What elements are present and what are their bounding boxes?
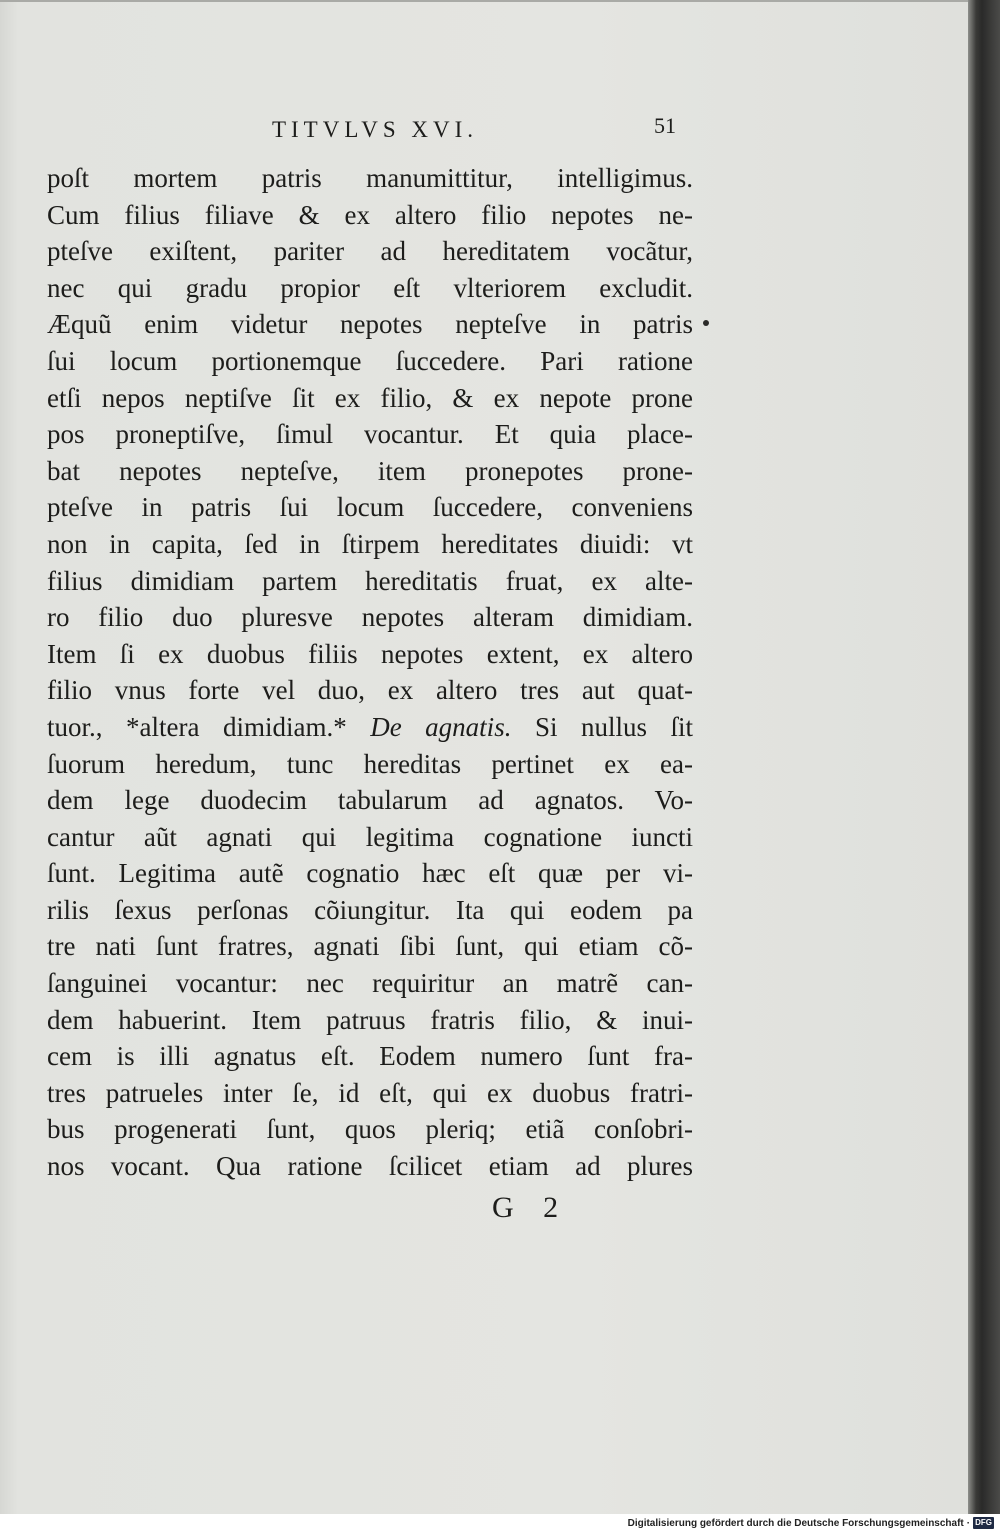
signature-mark: G 2: [492, 1191, 559, 1224]
text-line: pteſve exiſtent, pariter ad hereditatem vocãtur,: [47, 236, 693, 267]
text-line: pos proneptiſve, ſimul vocantur. Et quia place-: [47, 419, 693, 450]
text-line: filius dimidiam partem hereditatis fruat, ex alte-: [47, 565, 693, 596]
text-line: rilis ſexus perſonas cõiungitur. Ita qui eodem pa: [47, 894, 693, 925]
text-line: Cum filius filiave & ex altero filio nepotes ne-: [47, 199, 693, 230]
text-line: tres patrueles inter ſe, id eſt, qui ex duobus fratri-: [47, 1077, 693, 1108]
text-line: ro filio duo pluresve nepotes alteram dimidiam.: [47, 602, 693, 633]
digitization-credit: Digitalisierung gefördert durch die Deutsche Forschungsgemeinschaft: [627, 1517, 964, 1529]
footer-separator: ·: [966, 1517, 971, 1529]
text-line: nos vocant. Qua ratione ſcilicet etiam ad plures: [47, 1151, 693, 1182]
section-heading: De agnatis.: [370, 711, 512, 742]
text-line: non in capita, ſed in ſtirpem hereditates diuidi: vt: [47, 528, 693, 559]
text-line: ſanguinei vocantur: nec requiritur an matrẽ can-: [47, 968, 693, 999]
text-segment: tuor., *altera dimidiam.*: [47, 711, 371, 742]
text-line: dem lege duodecim tabularum ad agnatos. Vo-: [47, 785, 693, 816]
text-line: pteſve in patris ſui locum ſuccedere, conveniens: [47, 492, 693, 523]
text-line: tre nati ſunt fratres, agnati ſibi ſunt, qui etiam cõ-: [47, 931, 693, 962]
text-line: Item ſi ex duobus filiis nepotes extent, ex altero: [47, 638, 693, 669]
scan-edge: [968, 0, 1000, 1514]
margin-mark: [703, 320, 709, 326]
text-line: etſi nepos neptiſve ſit ex filio, & ex nepote prone: [47, 382, 693, 413]
text-line: Æquũ enim videtur nepotes nepteſve in patris: [47, 309, 693, 340]
text-line-with-heading: [47, 709, 693, 746]
text-line: bat nepotes nepteſve, item pronepotes prone-: [47, 455, 693, 486]
text-line: dem habuerint. Item patruus fratris filio, & inui-: [47, 1004, 693, 1035]
text-line: ſui locum portionemque ſuccedere. Pari ratione: [47, 345, 693, 376]
text-line: ſunt. Legitima autẽ cognatio hæc eſt quæ per vi-: [47, 858, 693, 889]
text-line: cem is illi agnatus eſt. Eodem numero ſunt fra-: [47, 1041, 693, 1072]
dfg-logo: DFG: [975, 1518, 992, 1527]
text-line: filio vnus forte vel duo, ex altero tres aut quat-: [47, 675, 693, 706]
digitization-footer: [628, 1515, 994, 1531]
text-line: bus progenerati ſunt, quos pleriq; etiã conſobri-: [47, 1114, 693, 1145]
page-number: 51: [654, 113, 676, 138]
text-line: cantur aũt agnati qui legitima cognatione iuncti: [47, 821, 693, 852]
running-title: TITVLVS XVI.: [271, 117, 479, 142]
text-line: nec qui gradu propior eſt vlteriorem excludit.: [47, 272, 693, 303]
text-line: ſuorum heredum, tunc hereditas pertinet ex ea-: [47, 748, 693, 779]
text-block: [47, 160, 693, 1185]
text-segment: Si nullus ſit: [511, 711, 693, 742]
text-line: poſt mortem patris manumittitur, intelligimus.: [47, 163, 693, 193]
